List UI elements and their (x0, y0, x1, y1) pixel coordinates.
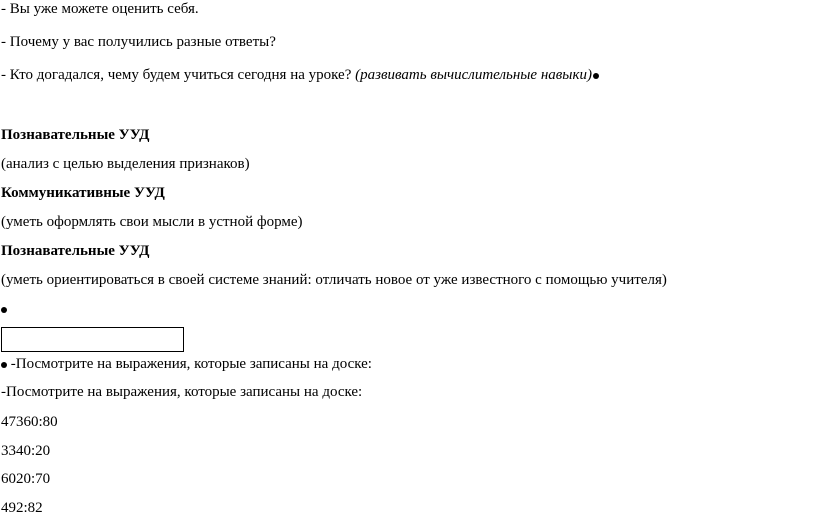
question-lesson-goal (1, 66, 599, 84)
heading-cognitive-uud-1: Познавательные УУД (1, 127, 150, 143)
expression-item: 492:82 (1, 500, 43, 516)
expression-item: 6020:70 (1, 471, 51, 487)
empty-text-box (1, 327, 184, 352)
heading-cognitive-uud-2: Познавательные УУД (1, 243, 150, 259)
expression-item: 47360:80 (1, 414, 58, 430)
paragraph-orientation: (уметь ориентироваться в своей системе знаний: отличать новое от уже известного с помощью учителя) (1, 272, 667, 288)
question-different-answers: - Почему у вас получились разные ответы? (1, 34, 276, 50)
expression-item: 3340:20 (1, 443, 51, 459)
question-lesson-goal-italic: (развивать вычислительные навыки) (355, 67, 592, 83)
bulleted-instruction-text: -Посмотрите на выражения, которые записаны на доске: (7, 356, 372, 372)
question-lesson-goal-text: - Кто догадался, чему будем учиться сегодня на уроке? (1, 67, 356, 83)
heading-communicative-uud: Коммуникативные УУД (1, 185, 165, 201)
instruction-look-at-board: -Посмотрите на выражения, которые записаны на доске: (1, 384, 363, 400)
question-self-assessment: - Вы уже можете оценить себя. (1, 1, 199, 17)
paragraph-express-thoughts: (уметь оформлять свои мысли в устной форме) (1, 214, 303, 230)
bullet-icon (593, 73, 599, 79)
standalone-bullet (1, 300, 7, 318)
paragraph-analysis: (анализ с целью выделения признаков) (1, 156, 250, 172)
bullet-icon (1, 307, 7, 313)
bulleted-instruction (1, 355, 372, 373)
